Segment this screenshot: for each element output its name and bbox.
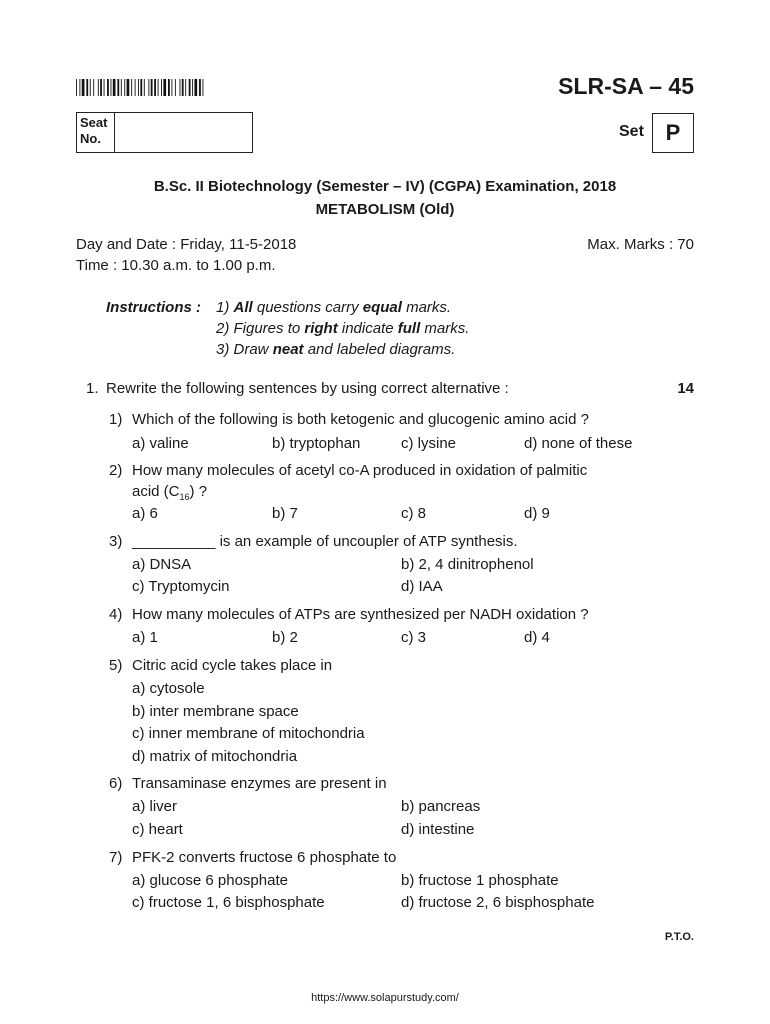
instruction-2: 2) Figures to right indicate full marks. [216, 320, 470, 337]
instructions-label: Instructions : [106, 299, 202, 316]
option: a) cytosole [132, 680, 205, 697]
set-label: Set [619, 123, 644, 140]
question-number: 7) [109, 849, 123, 866]
option: c) inner membrane of mitochondria [132, 725, 365, 742]
option: c) Tryptomycin [132, 578, 230, 595]
seat-number-box [76, 112, 253, 153]
option: b) tryptophan [272, 435, 361, 452]
seat-label: Seat No. [77, 113, 115, 152]
option: c) heart [132, 821, 183, 838]
max-marks: Max. Marks : 70 [587, 236, 694, 253]
option: b) 7 [272, 505, 298, 522]
option: b) pancreas [401, 798, 481, 815]
option: a) DNSA [132, 556, 192, 573]
option: c) 8 [401, 505, 427, 522]
option: c) 3 [401, 629, 427, 646]
question-number: 4) [109, 606, 123, 623]
question-text: Citric acid cycle takes place in [132, 657, 333, 674]
question-number: 3) [109, 533, 123, 550]
instruction-1: 1) All questions carry equal marks. [216, 299, 452, 316]
option: a) valine [132, 435, 189, 452]
question-number: 1) [109, 411, 123, 428]
option: d) 4 [524, 629, 550, 646]
option: c) lysine [401, 435, 457, 452]
question-text-continued: acid $(C_{16})$ ? [132, 483, 208, 502]
question-number: 6) [109, 775, 123, 792]
paper-title: METABOLISM (Old) [315, 201, 455, 218]
instruction-3: 3) Draw neat and labeled diagrams. [216, 341, 456, 358]
page-turn-note: P.T.O. [664, 931, 694, 943]
question-number: 5) [109, 657, 123, 674]
barcode-icon [76, 79, 204, 96]
question-number: 2) [109, 462, 123, 479]
section-number: 1. [86, 380, 99, 397]
question-text: How many molecules of acetyl co-A produced in oxidation of palmitic [132, 462, 588, 479]
option: a) glucose 6 phosphate [132, 872, 288, 889]
option: b) 2 [272, 629, 298, 646]
section-instruction: Rewrite the following sentences by using correct alternative : [106, 380, 509, 397]
option: a) liver [132, 798, 178, 815]
seat-number-field[interactable] [115, 113, 252, 152]
option: a) 6 [132, 505, 158, 522]
set-value: P [652, 113, 694, 153]
option: b) inter membrane space [132, 703, 299, 720]
option: a) 1 [132, 629, 158, 646]
document-code: SLR-SA – 45 [558, 73, 694, 99]
option: d) intestine [401, 821, 475, 838]
question-text: Transaminase enzymes are present in [132, 775, 387, 792]
option: b) 2, 4 dinitrophenol [401, 556, 534, 573]
footer-url[interactable]: https://www.solapurstudy.com/ [311, 992, 459, 1004]
option: d) none of these [524, 435, 633, 452]
option: d) 9 [524, 505, 550, 522]
option: d) matrix of mitochondria [132, 748, 298, 765]
option: d) IAA [401, 578, 443, 595]
option: c) fructose 1, 6 bisphosphate [132, 894, 325, 911]
day-date: Day and Date : Friday, 11-5-2018 [76, 236, 297, 253]
exam-title: B.Sc. II Biotechnology (Semester – IV) (CGPA) Examination, 2018 [153, 178, 617, 195]
question-text: PFK-2 converts fructose 6 phosphate to [132, 849, 397, 866]
time: Time : 10.30 a.m. to 1.00 p.m. [76, 257, 276, 274]
option: d) fructose 2, 6 bisphosphate [401, 894, 595, 911]
section-marks: 14 [677, 380, 694, 397]
question-text: How many molecules of ATPs are synthesized per NADH oxidation ? [132, 606, 589, 623]
question-text: Which of the following is both ketogenic and glucogenic amino acid ? [132, 411, 589, 428]
option: b) fructose 1 phosphate [401, 872, 559, 889]
question-text: __________ is an example of uncoupler of ATP synthesis. [132, 533, 518, 550]
